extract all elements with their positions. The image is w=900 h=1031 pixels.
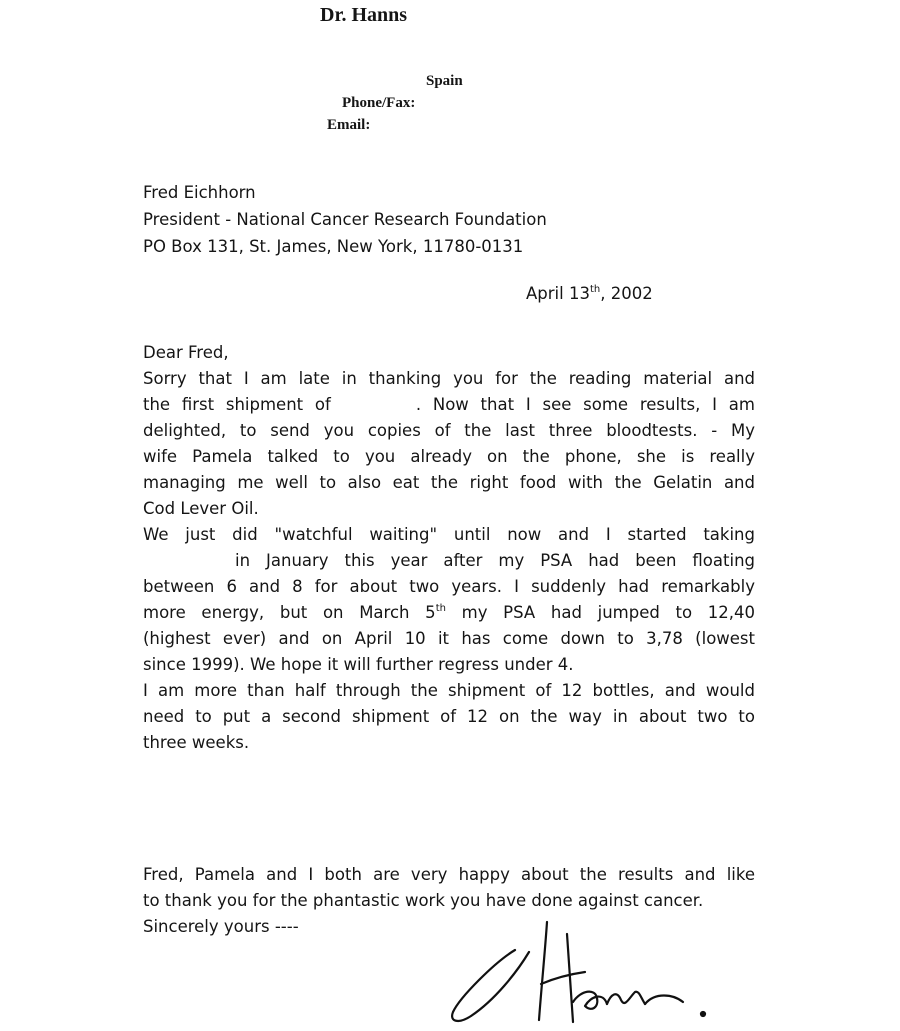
body-line: three weeks. (143, 733, 250, 752)
handwritten-signature-icon (445, 912, 715, 1031)
body-line: Cod Lever Oil. (143, 499, 259, 518)
letter-body (143, 340, 763, 756)
body-line: between 6 and 8 for about two years. I suddenly had remarkably (143, 577, 755, 596)
letter-date (526, 284, 653, 303)
body-line: the first shipment of . Now that I see some results, I am (143, 395, 755, 414)
body-line: delighted, to send you copies of the last three bloodtests. - My (143, 421, 755, 440)
recipient-block (143, 179, 547, 260)
body-line: managing me well to also eat the right food with the Gelatin and (143, 473, 755, 492)
body-line: in January this year after my PSA had been floating (235, 551, 755, 570)
body-line: (highest ever) and on April 10 it has come down to 3,78 (lowest (143, 629, 755, 648)
closing-line: to thank you for the phantastic work you have done against cancer. (143, 891, 704, 910)
body-line: wife Pamela talked to you already on the phone, she is really (143, 447, 755, 466)
body-line: since 1999). We hope it will further regress under 4. (143, 655, 574, 674)
date-suffix: th (589, 284, 601, 295)
closing-line: Fred, Pamela and I both are very happy about the results and like (143, 865, 755, 884)
date-month-day: April 13 (526, 284, 590, 303)
date-year: , 2002 (600, 284, 653, 303)
salutation: Dear Fred, (143, 343, 229, 362)
body-line: more energy, but on March 5th my PSA had jumped to 12,40 (143, 603, 756, 622)
body-line: Sorry that I am late in thanking you for the reading material and (143, 369, 755, 388)
recipient-name: Fred Eichhorn (143, 183, 256, 202)
body-line: We just did "watchful waiting" until now and I started taking (143, 525, 755, 544)
letterhead-email-label: Email: (327, 117, 371, 133)
sign-off: Sincerely yours ---- (143, 917, 299, 936)
letterhead-phone-label: Phone/Fax: (342, 95, 416, 111)
recipient-title: President - National Cancer Research Foundation (143, 210, 547, 229)
letterhead-country: Spain (426, 73, 463, 89)
body-line: need to put a second shipment of 12 on the way in about two to (143, 707, 755, 726)
letterhead-name: Dr. Hanns (320, 4, 408, 26)
recipient-address: PO Box 131, St. James, New York, 11780-0131 (143, 237, 524, 256)
body-line: I am more than half through the shipment of 12 bottles, and would (143, 681, 755, 700)
